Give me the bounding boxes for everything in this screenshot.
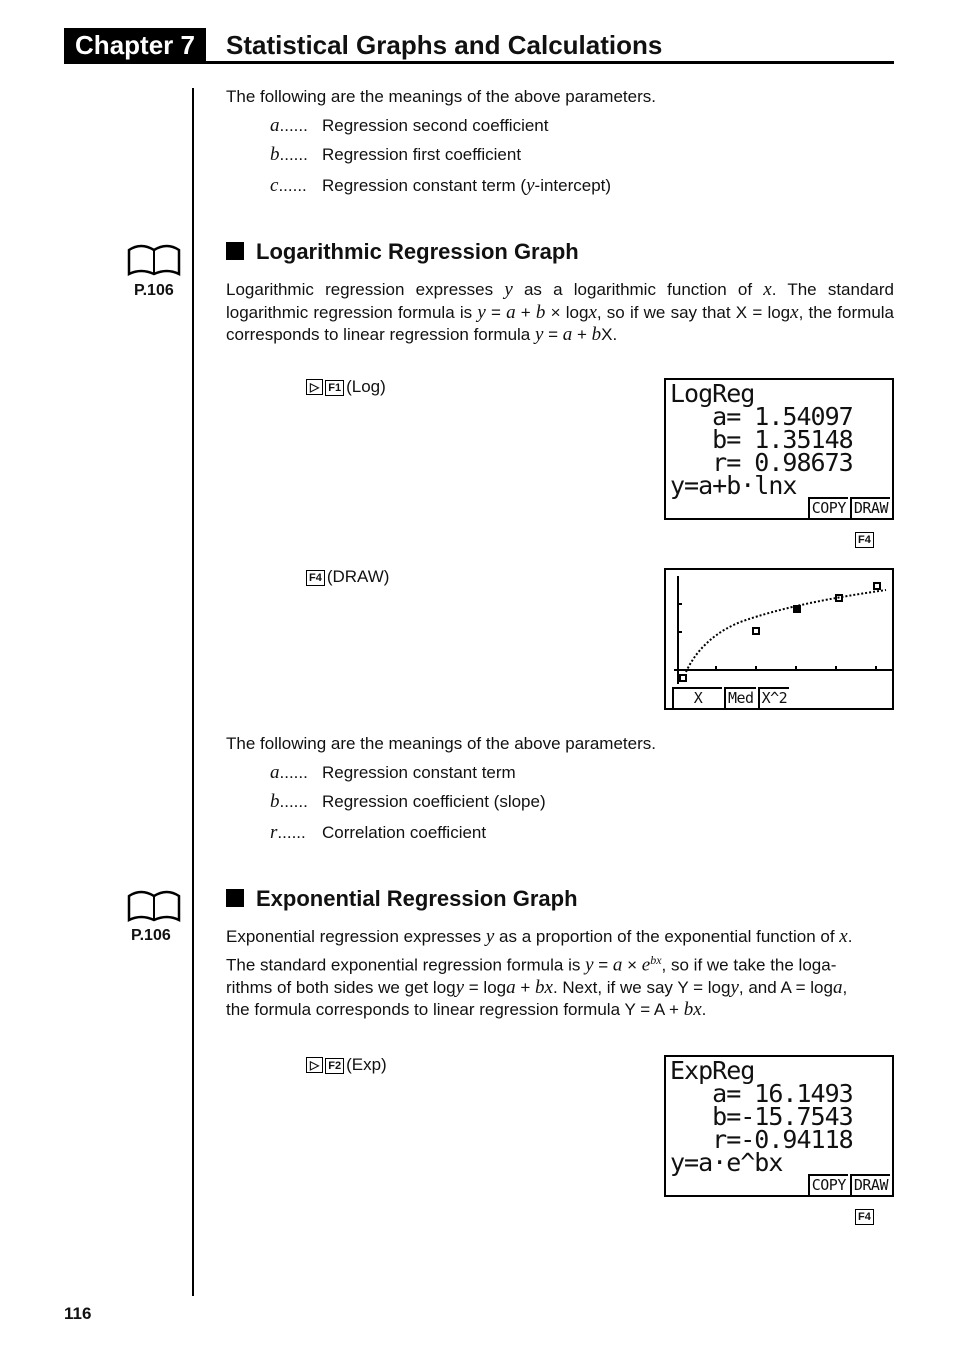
log-description: Logarithmic regression expresses y as a logarithmic function of x. The standard logarithmic regression formula is y = a + b × logx, so if we say that X = logx, the formula corresponds to linear regression formula y = a + bX. bbox=[226, 279, 895, 345]
right-arrow-key-icon: ▷ bbox=[306, 379, 323, 395]
page-reference[interactable]: P.106 bbox=[134, 282, 174, 299]
def-text: Regression constant term ( bbox=[322, 176, 527, 195]
exp-description bbox=[226, 926, 894, 1022]
f2-key: F2 bbox=[325, 1058, 344, 1074]
lcd-line: y=a+b·lnx bbox=[670, 471, 797, 500]
heading-square-icon bbox=[226, 889, 244, 907]
page-reference[interactable]: P.106 bbox=[131, 927, 171, 944]
chapter-label: Chapter 7 bbox=[64, 28, 206, 62]
def-text: Regression first coefficient bbox=[322, 145, 522, 164]
def-row-r: r...... Correlation coefficient bbox=[270, 822, 487, 843]
page-number: 116 bbox=[64, 1304, 92, 1323]
heading-square-icon bbox=[226, 242, 244, 260]
header-rule bbox=[64, 61, 894, 64]
f4-key-tag: F4 bbox=[855, 1208, 876, 1226]
lcd-line: b= 1.35148 bbox=[670, 425, 853, 454]
lcd-line: a= 16.1493 bbox=[670, 1079, 853, 1108]
f1-key: F1 bbox=[325, 380, 344, 396]
calc-screen-logreg bbox=[664, 378, 894, 520]
def-var: c bbox=[270, 175, 279, 196]
def-row-a: a...... Regression second coefficient bbox=[270, 115, 549, 136]
section-heading-exp: Exponential Regression Graph bbox=[226, 885, 578, 913]
lcd-line: LogReg bbox=[670, 379, 755, 408]
exp-line-2: The standard exponential regression formula is $y = a \times e^{bx}$, so if we take the loga- bbox=[226, 952, 837, 976]
lcd-line: ExpReg bbox=[670, 1056, 755, 1085]
lcd-line: b=-15.7543 bbox=[670, 1102, 853, 1131]
calc-screen-log-graph bbox=[664, 568, 894, 710]
exp-line-4: the formula corresponds to linear regression formula Y = A + bx. bbox=[226, 999, 707, 1021]
graph-function-key-bar bbox=[672, 687, 789, 708]
exp-line-1: Exponential regression expresses y as a proportion of the exponential function of x. bbox=[226, 926, 853, 947]
copy-fkey[interactable]: COPY bbox=[808, 1174, 848, 1195]
def-row-c: c...... Regression constant term (y-intercept) bbox=[270, 175, 612, 196]
def-var: b bbox=[270, 144, 280, 165]
def-text: Regression second coefficient bbox=[322, 116, 549, 135]
x-squared-fkey[interactable]: X^2 bbox=[758, 687, 790, 708]
margin-rule bbox=[192, 88, 194, 1296]
draw-fkey[interactable]: DRAW bbox=[850, 1174, 890, 1195]
lcd-line: y=a·e^bx bbox=[670, 1148, 783, 1177]
f4-key: F4 bbox=[306, 570, 325, 586]
calc-screen-expreg bbox=[664, 1055, 894, 1197]
exp-line-3: rithms of both sides we get logy = loga + bx. Next, if we say Y = logy, and A = loga, bbox=[226, 976, 848, 998]
key-sequence-draw: F4 (DRAW) bbox=[306, 566, 389, 588]
lcd-line: a= 1.54097 bbox=[670, 402, 853, 431]
def-row-a: a...... Regression constant term bbox=[270, 762, 516, 783]
key-sequence-log: ▷ F1 (Log) bbox=[306, 376, 386, 398]
log-params-lead: The following are the meanings of the above parameters. bbox=[226, 734, 656, 753]
function-key-bar bbox=[808, 497, 890, 518]
x-fkey[interactable]: X bbox=[672, 687, 722, 708]
book-reference-icon[interactable] bbox=[126, 888, 182, 929]
def-row-b: b...... Regression first coefficient bbox=[270, 144, 522, 165]
key-sequence-exp: ▷ F2 (Exp) bbox=[306, 1054, 387, 1076]
book-reference-icon[interactable] bbox=[126, 242, 182, 283]
lcd-line: r=-0.94118 bbox=[670, 1125, 853, 1154]
copy-fkey[interactable]: COPY bbox=[808, 497, 848, 518]
def-var: a bbox=[270, 115, 280, 136]
function-key-bar bbox=[808, 1174, 890, 1195]
med-fkey[interactable]: Med bbox=[724, 687, 756, 708]
def-row-b: b...... Regression coefficient (slope) bbox=[270, 791, 546, 812]
draw-fkey[interactable]: DRAW bbox=[850, 497, 890, 518]
section-heading-log: Logarithmic Regression Graph bbox=[226, 238, 579, 266]
page-title: Statistical Graphs and Calculations bbox=[226, 30, 663, 60]
intro-lead: The following are the meanings of the above parameters. bbox=[226, 87, 656, 106]
f4-key-tag: F4 bbox=[855, 531, 876, 549]
lcd-line: r= 0.98673 bbox=[670, 448, 853, 477]
right-arrow-key-icon: ▷ bbox=[306, 1057, 323, 1073]
